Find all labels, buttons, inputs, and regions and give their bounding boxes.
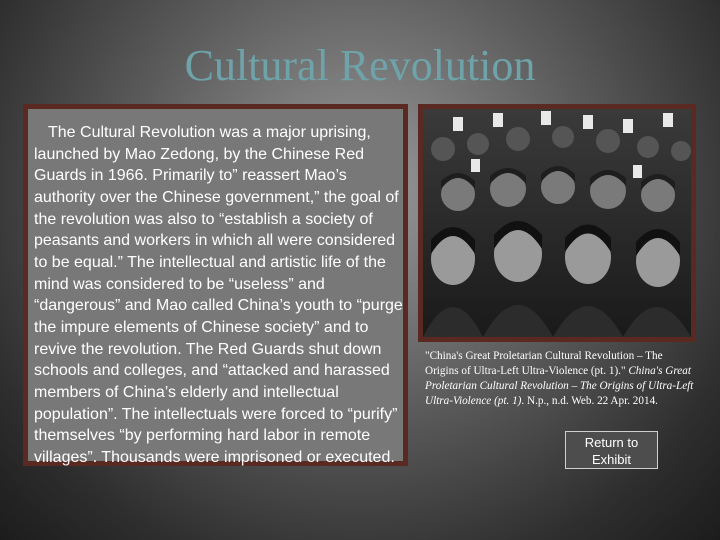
slide-title: Cultural Revolution xyxy=(184,41,536,90)
return-button-line2: Exhibit xyxy=(591,452,632,467)
caption-italic-title: China's Great Proletarian Cultural Revolution – The Origins of Ultra-Left Ultra-Violence (pt. 1) xyxy=(425,365,694,407)
crowd-photo-icon xyxy=(423,109,691,337)
return-button-line1: Return to xyxy=(584,435,639,450)
photo-caption xyxy=(425,349,697,409)
return-to-exhibit-button[interactable] xyxy=(565,431,658,469)
body-text: The Cultural Revolution was a major uprising, launched by Mao Zedong, by the Chinese Red Guards in 1966. Primarily to” reassert Mao’s authority over the Chinese government,” the goal of the revolution was also to “establish a society of peasants and workers in which all were considered to be equal.” The intellectual and artistic life of the mind was considered to be “useless” and “dangerous” and Mao called China’s youth to “purge the impure elements of Chinese society” and to revive the revolution. The Red Guards shut down schools and colleges, and “attacked and harassed members of China’s elderly and intellectual population”. The intellectuals were forced to “purify” themselves “by performing hard labor in remote villages”. Thousands were imprisoned or executed. xyxy=(34,124,403,466)
caption-title: "China's Great Proletarian Cultural Revolution – The Origins of Ultra-Left Ultra-Violence (pt. 1)." xyxy=(425,350,663,377)
photo-frame xyxy=(418,104,696,342)
caption-citation: . N.p., n.d. Web. 22 Apr. 2014. xyxy=(521,395,658,407)
